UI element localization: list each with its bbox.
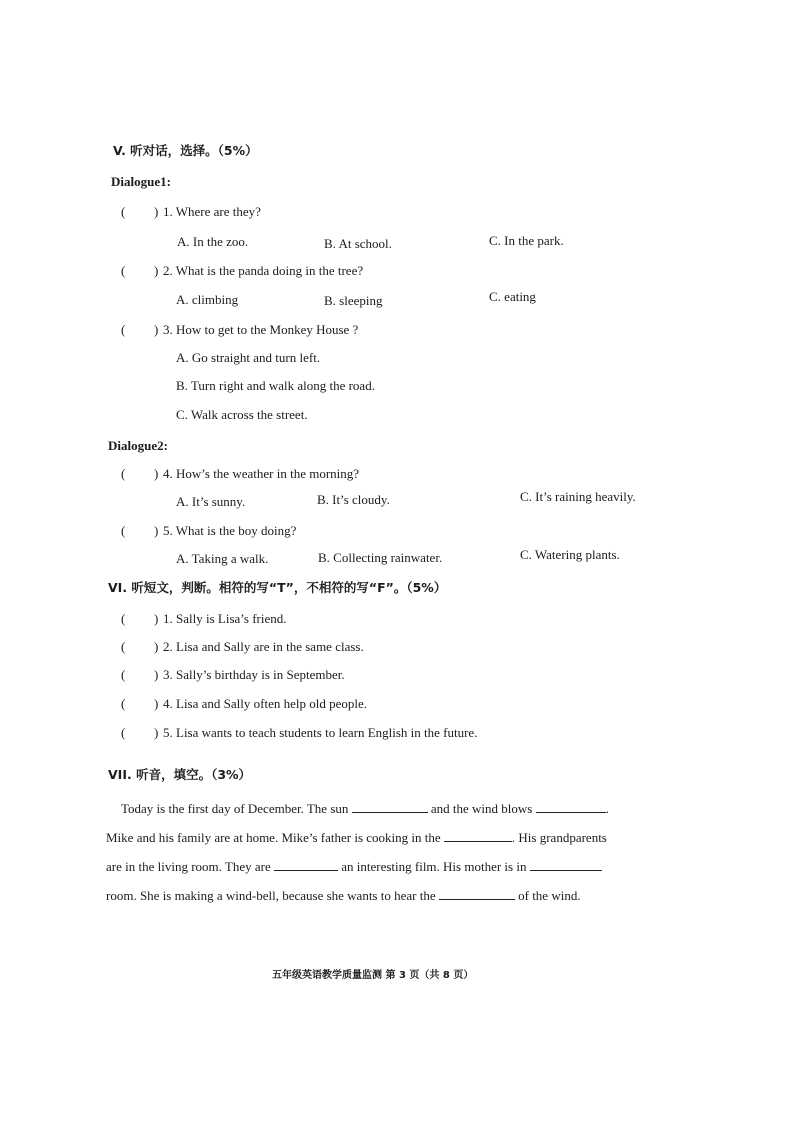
statement-text: 3. Sally’s birthday is in September. — [163, 667, 345, 682]
question-text: 4. How’s the weather in the morning? — [163, 466, 360, 481]
answer-paren-open: ( — [121, 725, 126, 740]
answer-paren-open: ( — [121, 263, 126, 278]
paragraph-line-2 — [106, 823, 607, 852]
answer-paren-open: ( — [121, 667, 126, 682]
line-text: Mike and his family are at home. Mike’s father is cooking in the — [106, 830, 444, 845]
option-b: B. Turn right and walk along the road. — [176, 378, 375, 393]
paragraph-line-3 — [106, 852, 602, 881]
answer-paren-open: ( — [121, 639, 126, 654]
fill-blank-4[interactable] — [274, 858, 338, 871]
answer-paren-close: ) — [154, 523, 159, 538]
question-text: 1. Where are they? — [163, 204, 261, 219]
answer-paren-close: ) — [154, 696, 159, 711]
statement-text: 1. Sally is Lisa’s friend. — [163, 611, 287, 626]
option-c: C. Watering plants. — [520, 547, 620, 562]
answer-paren-close: ) — [154, 204, 159, 219]
question-text: 3. How to get to the Monkey House ? — [163, 322, 359, 337]
paragraph-line-4 — [106, 881, 581, 910]
statement-text: 4. Lisa and Sally often help old people. — [163, 696, 367, 711]
answer-paren-close: ) — [154, 639, 159, 654]
line-text: of the wind. — [514, 888, 581, 903]
line-text: . — [605, 801, 609, 816]
option-a: A. climbing — [176, 292, 239, 307]
answer-paren-open: ( — [121, 523, 126, 538]
answer-paren-close: ) — [154, 725, 159, 740]
option-c: C. It’s raining heavily. — [520, 489, 636, 504]
option-b: B. At school. — [324, 236, 392, 251]
fill-blank-1[interactable] — [352, 800, 428, 813]
answer-paren-close: ) — [154, 263, 159, 278]
fill-blank-2[interactable] — [536, 800, 606, 813]
fill-blank-5[interactable] — [530, 858, 602, 871]
question-text: 5. What is the boy doing? — [163, 523, 297, 538]
fill-blank-6[interactable] — [439, 887, 515, 900]
option-a: A. It’s sunny. — [176, 494, 246, 509]
option-a: A. Taking a walk. — [176, 551, 269, 566]
line-text: are in the living room. They are — [106, 859, 274, 874]
section-6-title: VI. 听短文，判断。相符的写“T”，不相符的写“F”。（5%） — [108, 580, 447, 595]
section-5-title: V. 听对话，选择。（5%） — [113, 143, 258, 158]
line-text: and the wind blows — [427, 801, 536, 816]
dialogue-1-label: Dialogue1: — [111, 174, 171, 189]
option-a: A. In the zoo. — [177, 234, 249, 249]
statement-text: 5. Lisa wants to teach students to learn English in the future. — [163, 725, 478, 740]
answer-paren-open: ( — [121, 466, 126, 481]
page-footer: 五年级英语教学质量监测 第 3 页（共 8 页） — [272, 970, 474, 981]
option-b: B. Collecting rainwater. — [318, 550, 443, 565]
option-b: B. sleeping — [324, 293, 383, 308]
option-c: C. Walk across the street. — [176, 407, 308, 422]
paragraph-line-1 — [121, 794, 609, 823]
line-text: . His grandparents — [511, 830, 607, 845]
line-text: Today is the first day of December. The sun — [121, 801, 352, 816]
option-b: B. It’s cloudy. — [317, 492, 390, 507]
answer-paren-close: ) — [154, 611, 159, 626]
fill-blank-3[interactable] — [444, 829, 512, 842]
answer-paren-open: ( — [121, 204, 126, 219]
section-7-title: VII. 听音，填空。（3%） — [108, 767, 252, 782]
option-c: C. eating — [489, 289, 536, 304]
answer-paren-open: ( — [121, 322, 126, 337]
answer-paren-open: ( — [121, 611, 126, 626]
line-text: room. She is making a wind-bell, because she wants to hear the — [106, 888, 439, 903]
answer-paren-close: ) — [154, 466, 159, 481]
dialogue-2-label: Dialogue2: — [108, 438, 168, 453]
question-text: 2. What is the panda doing in the tree? — [163, 263, 364, 278]
answer-paren-open: ( — [121, 696, 126, 711]
answer-paren-close: ) — [154, 667, 159, 682]
line-text: an interesting film. His mother is in — [337, 859, 530, 874]
option-c: C. In the park. — [489, 233, 564, 248]
option-a: A. Go straight and turn left. — [176, 350, 321, 365]
statement-text: 2. Lisa and Sally are in the same class. — [163, 639, 364, 654]
answer-paren-close: ) — [154, 322, 159, 337]
